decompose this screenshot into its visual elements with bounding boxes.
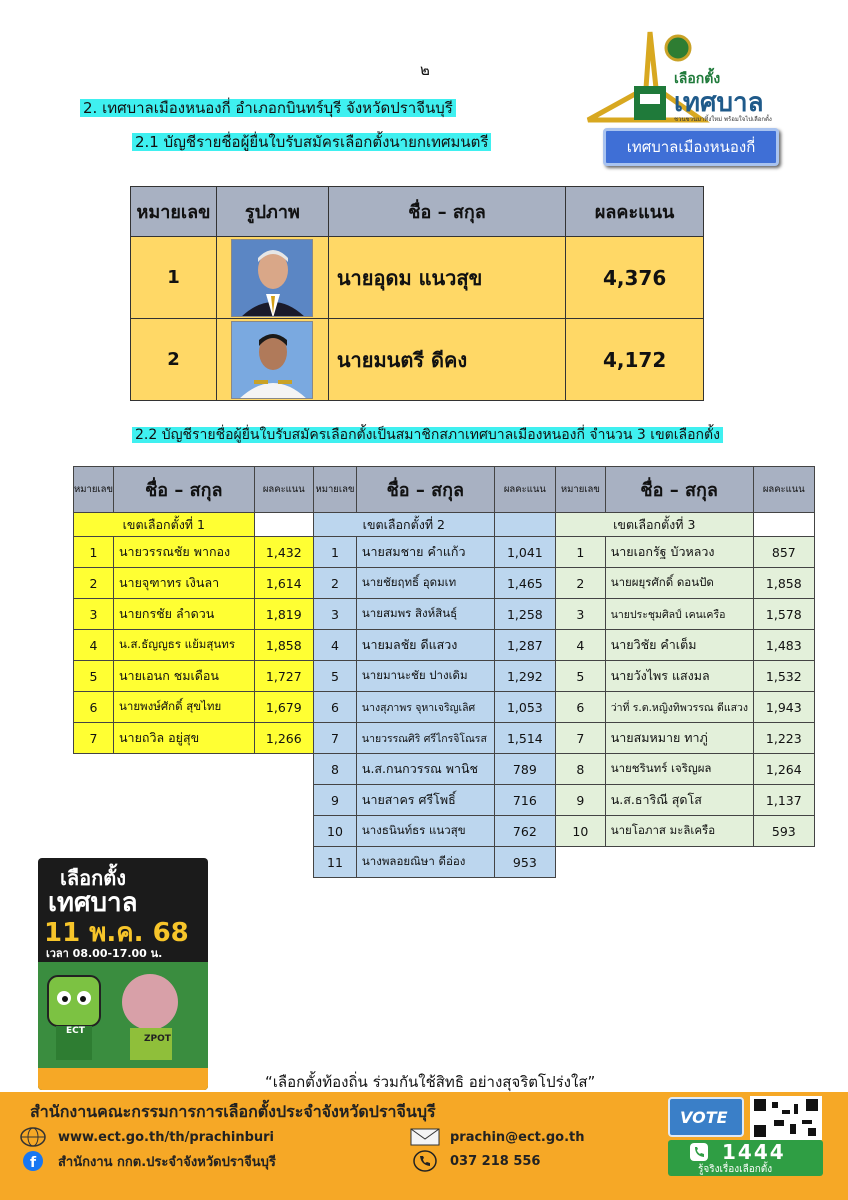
candidate-score: 1,223: [753, 723, 814, 754]
table-row: [314, 692, 556, 723]
table-header-row: [314, 467, 556, 513]
candidate-name: นายเอนก ชมเดือน: [114, 661, 255, 692]
candidate-name: นายเอกรัฐ บัวหลวง: [605, 537, 753, 568]
candidate-score: 1,287: [494, 630, 555, 661]
candidate-number: 8: [556, 754, 606, 785]
candidate-name: น.ส.ธาริณี สุดโส: [605, 785, 753, 816]
poster-char2: ZPOT: [144, 1034, 171, 1044]
zone-label-row: [556, 513, 815, 537]
table-row: [556, 599, 815, 630]
candidate-score: 1,727: [254, 661, 313, 692]
header-score: ผลคะแนน: [753, 467, 814, 513]
footer-facebook-link[interactable]: สำนักงาน กกต.ประจำจังหวัดปราจีนบุรี: [58, 1154, 276, 1170]
header-name: ชื่อ – สกุล: [328, 187, 565, 237]
table-row: [74, 599, 314, 630]
table-row: [314, 568, 556, 599]
header-number: หมายเลข: [314, 467, 357, 513]
table-row: [314, 537, 556, 568]
candidate-number: 9: [556, 785, 606, 816]
candidate-score: 1,432: [254, 537, 313, 568]
candidate-number: 5: [314, 661, 357, 692]
table-row: [74, 661, 314, 692]
candidate-name: นายชัยฤทธิ์ อุดมเท: [356, 568, 494, 599]
candidate-number: 2: [74, 568, 114, 599]
candidate-name: น.ส.ธัญญธร แย้มสุนทร: [114, 630, 255, 661]
header-name: ชื่อ – สกุล: [356, 467, 494, 513]
logo-tagline: ชวนชวนมาทิ้งใหม่ พร้อมใจไปเลือกตั้ง: [674, 116, 772, 123]
candidate-name: นายมนตรี ดีคง: [328, 319, 565, 401]
table-row: [314, 847, 556, 878]
qr-code-icon: [750, 1096, 822, 1140]
candidate-number: 7: [556, 723, 606, 754]
candidate-name: น.ส.กนกวรรณ พานิช: [356, 754, 494, 785]
table-header-row: [74, 467, 314, 513]
logo-line2: เทศบาล: [674, 88, 764, 118]
candidate-number: 1: [74, 537, 114, 568]
poster-time: เวลา 08.00-17.00 น.: [46, 947, 163, 960]
mayor-candidates-table: [130, 186, 704, 401]
mail-icon: [410, 1126, 440, 1148]
header-score: ผลคะแนน: [254, 467, 313, 513]
candidate-score: 1,943: [753, 692, 814, 723]
hotline-badge: [668, 1140, 823, 1176]
zone2-table: [313, 466, 556, 878]
candidate-name: นางพลอยณิษา ดีอ่อง: [356, 847, 494, 878]
header-score: ผลคะแนน: [566, 187, 704, 237]
candidate-score: 857: [753, 537, 814, 568]
candidate-name: นายกรชัย ลำดวน: [114, 599, 255, 630]
svg-text:f: f: [30, 1155, 37, 1171]
candidate-score: 1,053: [494, 692, 555, 723]
candidate-name: นายวรรณศิริ ศรีไกรจิโณรส: [356, 723, 494, 754]
zone-label: เขตเลือกตั้งที่ 2: [314, 513, 495, 537]
footer-phone: 037 218 556: [450, 1153, 541, 1169]
header-name: ชื่อ – สกุล: [605, 467, 753, 513]
candidate-score: 1,858: [753, 568, 814, 599]
candidate-number: 1: [556, 537, 606, 568]
candidate-score: 1,532: [753, 661, 814, 692]
smart-vote-badge: [668, 1097, 744, 1137]
poster-char1: ECT: [66, 1026, 85, 1036]
candidate-name: นายอุดม แนวสุข: [328, 237, 565, 319]
header-number: หมายเลข: [556, 467, 606, 513]
candidate-name: นายสมพร สิงห์สินธุ์: [356, 599, 494, 630]
candidate-number: 11: [314, 847, 357, 878]
candidate-number: 2: [131, 319, 217, 401]
candidate-name: นางสุภาพร จุหาเจริญเลิศ: [356, 692, 494, 723]
table-row: [131, 319, 704, 401]
footer-phone-row: [410, 1150, 540, 1172]
candidate-number: 4: [314, 630, 357, 661]
table-row: [556, 754, 815, 785]
candidate-name: นายจุฑาทร เงินลา: [114, 568, 255, 599]
zone-label-row: [314, 513, 556, 537]
phone-icon: [410, 1150, 440, 1172]
candidate-score: 1,292: [494, 661, 555, 692]
candidate-score: 789: [494, 754, 555, 785]
candidate-number: 7: [74, 723, 114, 754]
mascots-icon: [38, 962, 208, 1090]
candidate-name: ว่าที่ ร.ต.หญิงทิพวรรณ ดีแสวง: [605, 692, 753, 723]
candidate-number: 3: [556, 599, 606, 630]
candidate-name: นายวิชัย คำเต็ม: [605, 630, 753, 661]
candidate-name: นางธนินท์ธร แนวสุข: [356, 816, 494, 847]
candidate-number: 4: [74, 630, 114, 661]
candidate-name: นายสมชาย คำแก้ว: [356, 537, 494, 568]
candidate-number: 3: [74, 599, 114, 630]
candidate-name: นายวรรณชัย พากอง: [114, 537, 255, 568]
header-number: หมายเลข: [131, 187, 217, 237]
footer-website-link[interactable]: www.ect.go.th/th/prachinburi: [58, 1129, 275, 1145]
council-section-title: 2.2 บัญชีรายชื่อผู้ยื่นใบรับสมัครเลือกตั้งเป็นสมาชิกสภาเทศบาลเมืองหนองกี่ จำนวน 3 เขตเลือกตั้ง: [132, 424, 723, 446]
header-name: ชื่อ – สกุล: [114, 467, 255, 513]
zone-label-row: [74, 513, 314, 537]
header-number: หมายเลข: [74, 467, 114, 513]
table-row: [556, 816, 815, 847]
candidate-name: นายผยุรศักดิ์ ดอนปัด: [605, 568, 753, 599]
candidate-number: 4: [556, 630, 606, 661]
table-row: [314, 754, 556, 785]
table-row: [314, 599, 556, 630]
slogan: “เลือกตั้งท้องถิ่น ร่วมกันใช้สิทธิ อย่างสุจริตโปร่งใส”: [265, 1073, 596, 1091]
municipality-badge: เทศบาลเมืองหนองกี่: [603, 128, 779, 166]
election-logo: [586, 28, 786, 128]
table-row: [556, 537, 815, 568]
footer-website-row: [18, 1126, 274, 1148]
table-row: [74, 568, 314, 599]
candidate-score: 1,819: [254, 599, 313, 630]
candidate-number: 2: [556, 568, 606, 599]
candidate-number: 5: [74, 661, 114, 692]
zone-label: เขตเลือกตั้งที่ 1: [74, 513, 255, 537]
candidate-score: 1,514: [494, 723, 555, 754]
candidate-name: นายโอภาส มะลิเครือ: [605, 816, 753, 847]
candidate-number: 1: [131, 237, 217, 319]
candidate-score: 1,137: [753, 785, 814, 816]
footer-facebook-row: [18, 1150, 276, 1172]
candidate-number: 5: [556, 661, 606, 692]
table-row: [314, 785, 556, 816]
candidate-score: 762: [494, 816, 555, 847]
candidate-score: 1,266: [254, 723, 313, 754]
candidate-score: 1,679: [254, 692, 313, 723]
candidate-name: นายพงษ์ศักดิ์ สุขไทย: [114, 692, 255, 723]
hotline-caption: รู้จริงเรื่องเลือกตั้ง: [698, 1164, 773, 1175]
vote-label: VOTE: [680, 1108, 728, 1127]
candidate-score: 1,258: [494, 599, 555, 630]
table-row: [556, 661, 815, 692]
footer-email-row: [410, 1126, 584, 1148]
table-row: [556, 568, 815, 599]
candidate-name: นายสาคร ศรีโพธิ์: [356, 785, 494, 816]
candidate-score: 4,172: [566, 319, 704, 401]
table-row: [556, 630, 815, 661]
poster-line1: เลือกตั้ง: [60, 866, 126, 890]
candidate-number: 1: [314, 537, 357, 568]
zone2-rows: [314, 537, 556, 878]
hotline-number: 1444: [722, 1140, 786, 1164]
header-score: ผลคะแนน: [494, 467, 555, 513]
candidate-name: นายถวิล อยู่สุข: [114, 723, 255, 754]
footer-email-link[interactable]: prachin@ect.go.th: [450, 1129, 585, 1145]
table-header-row: [556, 467, 815, 513]
candidate-score: 1,858: [254, 630, 313, 661]
candidate-score: 953: [494, 847, 555, 878]
table-row: [556, 692, 815, 723]
candidate-score: 1,465: [494, 568, 555, 599]
globe-icon: [18, 1126, 48, 1148]
logo-line1: เลือกตั้ง: [674, 71, 721, 87]
table-row: [556, 723, 815, 754]
zone3-rows: [556, 537, 815, 847]
candidate-score: 593: [753, 816, 814, 847]
candidate-score: 716: [494, 785, 555, 816]
candidate-photo: [216, 319, 328, 401]
table-row: [314, 723, 556, 754]
candidate-number: 6: [314, 692, 357, 723]
table-row: [314, 661, 556, 692]
candidate-score: 1,614: [254, 568, 313, 599]
table-header-row: [131, 187, 704, 237]
candidate-number: 2: [314, 568, 357, 599]
table-row: [74, 630, 314, 661]
candidate-score: 1,041: [494, 537, 555, 568]
candidate-name: นายวังไพร แสงมล: [605, 661, 753, 692]
person-photo-icon: [232, 240, 313, 317]
footer-office: สำนักงานคณะกรรมการการเลือกตั้งประจำจังหวัดปราจีนบุรี: [30, 1102, 436, 1121]
candidate-number: 7: [314, 723, 357, 754]
candidate-name: นายสมหมาย ทาภู่: [605, 723, 753, 754]
candidate-name: นายประชุมศิลป์ เคนเครือ: [605, 599, 753, 630]
table-row: [556, 785, 815, 816]
candidate-number: 3: [314, 599, 357, 630]
candidate-name: นายมานะชัย ปางเดิม: [356, 661, 494, 692]
candidate-number: 10: [556, 816, 606, 847]
page-number: ๒: [420, 61, 430, 79]
table-row: [74, 537, 314, 568]
candidate-number: 8: [314, 754, 357, 785]
zone1-rows: [74, 537, 314, 754]
candidate-score: 4,376: [566, 237, 704, 319]
header-photo: รูปภาพ: [216, 187, 328, 237]
candidate-number: 6: [74, 692, 114, 723]
table-row: [74, 723, 314, 754]
mayor-section-title: 2.1 บัญชีรายชื่อผู้ยื่นใบรับสมัครเลือกตั้งนายกเทศมนตรี: [132, 130, 491, 154]
candidate-score: 1,264: [753, 754, 814, 785]
poster-date: 11 พ.ค. 68: [44, 918, 189, 948]
candidate-score: 1,483: [753, 630, 814, 661]
zone-label: เขตเลือกตั้งที่ 3: [556, 513, 754, 537]
zone3-table: [555, 466, 815, 847]
candidate-name: นายมลชัย ดีแสวง: [356, 630, 494, 661]
candidate-score: 1,578: [753, 599, 814, 630]
person-photo-icon: [232, 322, 313, 399]
table-row: [314, 630, 556, 661]
poster-line2: เทศบาล: [48, 888, 138, 918]
candidate-name: นายชรินทร์ เจริญผล: [605, 754, 753, 785]
candidate-number: 6: [556, 692, 606, 723]
candidate-photo: [216, 237, 328, 319]
table-row: [314, 816, 556, 847]
candidate-number: 9: [314, 785, 357, 816]
zone1-table: [73, 466, 314, 754]
table-row: [131, 237, 704, 319]
election-poster: [38, 858, 208, 1090]
facebook-icon: [18, 1150, 48, 1172]
candidate-number: 10: [314, 816, 357, 847]
table-row: [74, 692, 314, 723]
section-title: 2. เทศบาลเมืองหนองกี่ อำเภอกบินทร์บุรี จังหวัดปราจีนบุรี: [80, 96, 456, 120]
